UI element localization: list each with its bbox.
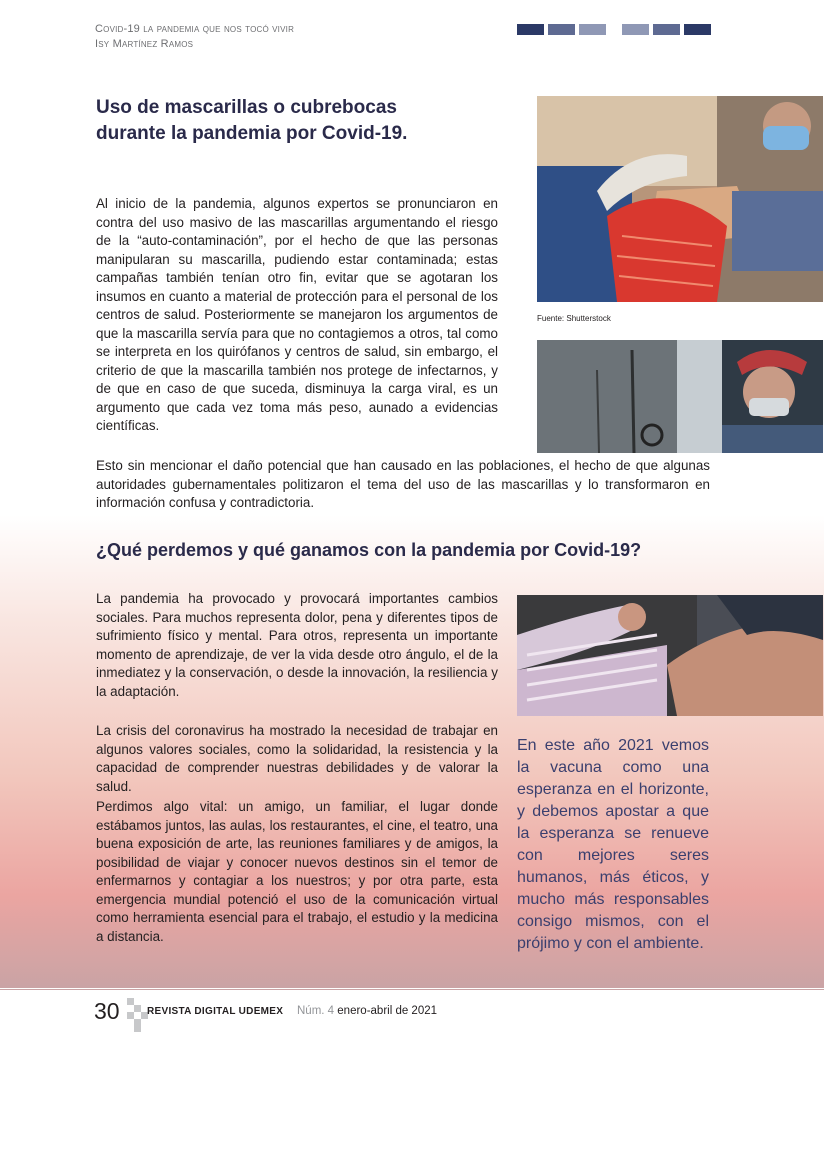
header-square <box>653 24 680 35</box>
paragraph-pandemic-3: Perdimos algo vital: un amigo, un familiar, el lugar donde estábamos juntos, las aulas, los restaurantes, el cine, el teatro, una buena exposición de arte, las reuniones familiares y de amigos, la posibilidad de viajar y conocer nuevos destinos sin el temor de enfermarnos y contagiar a los nuestros; y por otra parte, esta emergencia mundial potenció el uso de la comunicación virtual como herramienta esencial para el trabajo, el estudio y la medicina a distancia. <box>96 799 498 944</box>
photo-icon <box>517 595 823 716</box>
deco-square <box>127 1012 134 1019</box>
magazine-name: REVISTA DIGITAL UDEMEX <box>147 1006 284 1017</box>
elbow-bump-photo <box>517 595 823 716</box>
footer-divider <box>0 988 824 989</box>
paragraph-pandemic-2: La crisis del coronavirus ha mostrado la necesidad de trabajar en algunos valores sociales, como la solidaridad, la resistencia y la capacidad de comprender nuestras debilidades y de valorar la salud. <box>96 723 498 794</box>
groceries-bag-photo <box>537 96 823 302</box>
page-number: 30 <box>94 998 120 1024</box>
header-square <box>622 24 649 35</box>
issue-period: enero-abril de 2021 <box>337 1005 438 1017</box>
pull-quote: En este año 2021 vemos la vacuna como una esperanza en el horizonte, y debemos apostar a que la esperanza se renueve con mejores seres humanos, más éticos, y mucho más responsables consigo mismos, con el prójimo y con el ambiente. <box>517 737 709 952</box>
article-title-pandemic: ¿Qué perdemos y qué ganamos con la pandemia por Covid-19? <box>96 540 642 560</box>
photo-icon <box>537 96 823 302</box>
paragraph-masks-1: Al inicio de la pandemia, algunos expertos se pronunciaron en contra del uso masivo de las mascarillas argumentando el riesgo de la “auto-contaminación”, por el hecho de que las personas manipularan su mascarilla, pudiendo estar contaminada; estas campañas también tenían otro fin, evitar que se agotaran los insumos en cuanto a material de protección para el personal de los centros de salud. Posteriormente se manejaron los argumentos de que la mascarilla servía para que no contagiemos a otros, tal como se interpreta en los quirófanos y centros de salud, sin embargo, el criterio de que la mascarilla también nos protege de infectarnos, y de que en caso de que suceda, disminuya la carga viral, es un argumento que cada vez toma más peso, aunado a evidencias científicas. <box>96 196 498 433</box>
header-square <box>517 24 544 35</box>
photo-icon <box>537 340 823 453</box>
running-header <box>95 22 294 52</box>
publication-line: Covid-19 la pandemia que nos tocó vivir <box>95 23 295 35</box>
footer-decoration <box>127 998 149 1032</box>
header-square <box>548 24 575 35</box>
issue-info <box>297 1005 437 1017</box>
deco-square <box>127 998 134 1005</box>
paragraph-masks-2: Esto sin mencionar el daño potencial que han causado en las poblaciones, el hecho de que algunas autoridades gubernamentales politizaron el tema del uso de las mascarillas y lo transformaron en información confusa y contradictoria. <box>96 458 710 510</box>
author-name: Isy Martínez Ramos <box>95 38 194 50</box>
deco-square <box>134 1005 141 1012</box>
paragraph-pandemic-1: La pandemia ha provocado y provocará importantes cambios sociales. Para muchos representa dolor, pena y diferentes tipos de sufrimiento físico y mental. Para otros, representa un importante momento de aprendizaje, de ver la vida desde otro ángulo, el de la inmediatez y la conservación, o desde la innovación, la resiliencia y la adaptación. <box>96 591 498 699</box>
photo-caption: Fuente: Shutterstock <box>537 314 611 323</box>
header-square <box>684 24 711 35</box>
article-title-masks: Uso de mascarillas o cubrebocas durante la pandemia por Covid-19. <box>96 97 408 144</box>
medical-staff-photo <box>537 340 823 453</box>
issue-number: Núm. 4 <box>297 1005 335 1017</box>
deco-square <box>134 1025 141 1032</box>
header-square <box>579 24 606 35</box>
